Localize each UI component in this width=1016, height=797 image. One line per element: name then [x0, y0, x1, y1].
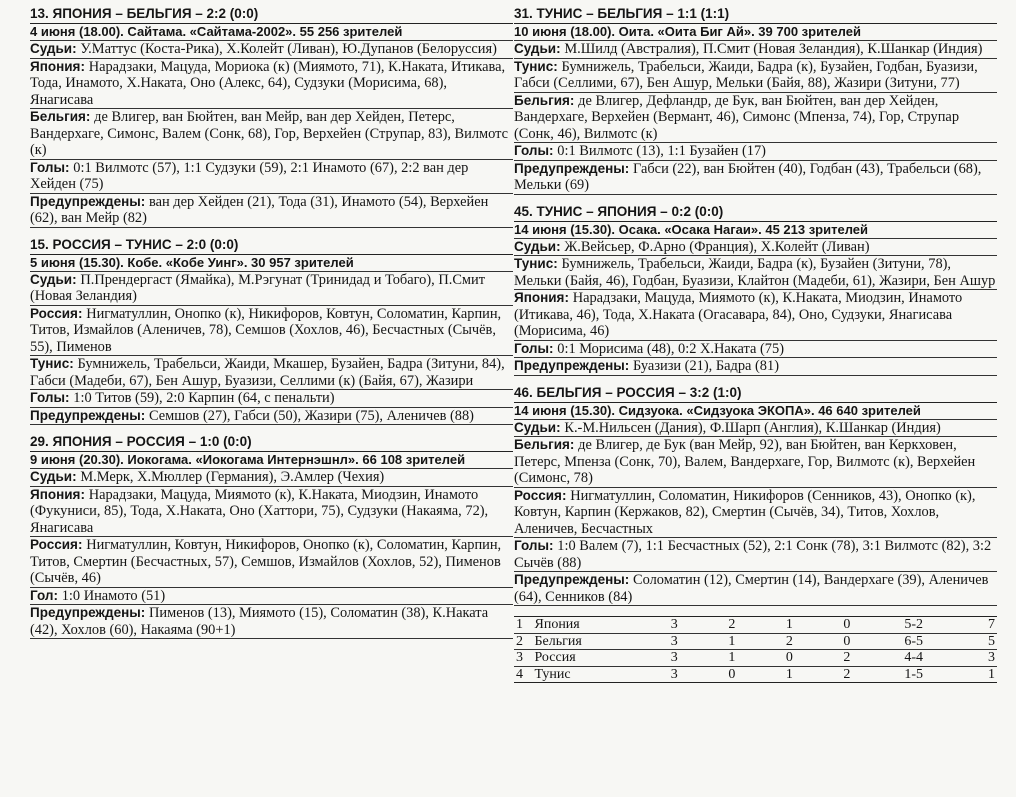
standings-goals-cell: 1-5 — [904, 666, 924, 682]
section-colon: : — [556, 238, 565, 254]
section-colon: : — [85, 109, 95, 124]
match-section — [514, 41, 997, 59]
section-text: 1:0 Титов (59), 2:0 Карпин (64, с пенальти) — [73, 390, 335, 406]
section-text: 1:0 Инамото (51) — [61, 587, 166, 604]
match-section — [30, 356, 513, 390]
section-text: Пименов (13), Миямото (15), Соломатин (38), К.Наката (42), Хохлов (60), Накаяма (90+1) — [30, 605, 489, 638]
standings-team-cell: Тунис — [534, 666, 571, 682]
section-label: Голы — [514, 143, 549, 158]
match-section — [514, 161, 997, 195]
standings-pos-cell: 1 — [514, 617, 532, 633]
section-text: де Влигер, де Бук (ван Мейр, 92), ван Бюйтен, ван Керкховен, Петерс, Мпенза (Сонк, 70), Валем, Вандерхаге, Гор, Вилмотс (к), Верхейен (Симонс, 78) — [514, 437, 976, 486]
right-column — [514, 6, 997, 683]
standings-team-cell: Россия — [532, 650, 645, 667]
section-label: Япония — [30, 58, 81, 74]
standings-d-cell: 1 — [785, 666, 793, 682]
match-section — [514, 256, 997, 290]
section-text: М.Шилд (Австралия), П.Смит (Новая Зеландия), К.Шанкар (Индия) — [564, 41, 983, 57]
standings-row — [514, 666, 997, 682]
section-colon: : — [549, 340, 558, 356]
match-info: 14 июня (15.30). Осака. «Осака Нагаи». 45 213 зрителей — [514, 222, 997, 239]
section-colon: : — [72, 271, 81, 287]
match-section — [514, 420, 997, 438]
match-title: 13. ЯПОНИЯ – БЕЛЬГИЯ – 2:2 (0:0) — [30, 6, 513, 24]
section-colon: : — [77, 305, 87, 321]
section-text: К.-М.Нильсен (Дания), Ф.Шарп (Англия), К.Шанкар (Индия) — [564, 419, 941, 436]
standings-row — [514, 633, 997, 650]
standings-w-cell: 2 — [703, 617, 761, 633]
group-standings-table — [514, 616, 997, 683]
section-label: Тунис — [514, 58, 554, 74]
match-section — [514, 437, 997, 488]
section-label: Япония — [514, 290, 565, 305]
match-section — [30, 272, 513, 306]
match-report — [514, 204, 997, 376]
section-colon: : — [569, 92, 579, 108]
standings-d-cell: 2 — [761, 633, 819, 650]
section-label: Тунис — [514, 256, 554, 271]
section-label: Бельгия — [30, 109, 86, 124]
match-title: 31. ТУНИС – БЕЛЬГИЯ – 1:1 (1:1) — [514, 6, 997, 24]
standings-pts-cell: 5 — [952, 633, 997, 650]
section-text: 0:1 Вилмотс (13), 1:1 Бузайен (17) — [557, 143, 766, 159]
section-label: Судьи — [514, 41, 557, 56]
section-text: Нарадзаки, Мацуда, Миямото (к), К.Наката, Миодзин, Инамото (Итикава, 46), Тода, Х.Наката (Огасавара, 84), Оно, Судзуки, Янагисава (Морисима, 46) — [514, 290, 963, 339]
standings-goals-cell: 5-2 — [876, 617, 952, 633]
left-column — [30, 6, 513, 648]
standings-w-cell: 0 — [728, 666, 736, 682]
section-label: Тунис — [30, 356, 70, 371]
section-text: Буазизи (21), Бадра (81) — [633, 358, 779, 374]
standings-row — [514, 617, 997, 633]
section-colon: : — [564, 290, 573, 305]
match-section — [514, 572, 997, 606]
section-label: Япония — [30, 486, 81, 502]
section-colon: : — [72, 469, 81, 484]
match-report — [514, 6, 997, 195]
standings-p-cell: 3 — [646, 617, 704, 633]
match-section — [514, 239, 997, 257]
section-text: Семшов (27), Габси (50), Жазири (75), Аленичев (88) — [149, 407, 474, 424]
match-report — [30, 237, 513, 426]
section-colon: : — [624, 160, 634, 176]
match-info: 9 июня (20.30). Иокогама. «Иокогама Интернэшнл». 66 108 зрителей — [30, 452, 513, 469]
section-label: Россия — [30, 305, 78, 321]
section-label: Предупреждены — [30, 605, 141, 620]
standings-l-cell: 0 — [818, 617, 876, 633]
section-colon: : — [140, 407, 150, 423]
section-text: Нигматуллин, Ковтун, Никифоров, Онопко (к), Соломатин, Карпин, Титов, Смертин (Бесчастных, 57), Семшов, Измайлов (Хохлов, 52), Пименов (Сычёв, 46) — [30, 537, 502, 586]
section-label: Бельгия — [514, 92, 570, 108]
match-section — [30, 59, 513, 110]
section-label: Россия — [30, 537, 78, 552]
section-label: Судьи — [30, 41, 73, 56]
match-section — [514, 358, 997, 376]
section-label: Голы — [514, 340, 549, 356]
section-colon: : — [561, 487, 571, 503]
section-label: Бельгия — [514, 437, 570, 452]
standings-pos-cell: 3 — [514, 650, 532, 667]
section-label: Предупреждены — [30, 407, 141, 423]
section-text: Бумнижель, Трабельси, Жаиди, Мкашер, Бузайен, Бадра (Зитуни, 84), Габси (Мадеби, 67), Бен Ашур, Буазизи, Селлими (к) (Байя, 67), Жазири — [30, 356, 505, 389]
section-colon: : — [553, 256, 562, 271]
section-text: ван дер Хейден (21), Тода (31), Инамото (54), Верхейен (62), ван Мейр (82) — [30, 193, 489, 226]
section-text: де Влигер, Дефландр, де Бук, ван Бюйтен, ван дер Хейден, Вандерхаге, Верхейен (Вермант, 46), Симонс (Мпенза, 74), Гор, Струпар (Сонк, 46), Вилмотс (к) — [514, 92, 960, 142]
section-colon: : — [80, 58, 89, 74]
section-text: 1:0 Валем (7), 1:1 Бесчастных (52), 2:1 Сонк (78), 3:1 Вилмотс (82), 3:2 Сычёв (88) — [514, 538, 992, 571]
section-colon: : — [624, 358, 634, 373]
section-colon: : — [65, 159, 74, 175]
match-section — [514, 488, 997, 539]
section-label: Судьи — [514, 238, 557, 254]
section-text: Бумнижель, Трабельси, Жаиди, Бадра (к), Бузайен (Зитуни, 78), Мельки (Байя, 46), Годбан, Буазизи, Клайтон (Мадеби, 61), Жазири, Бен Ашур — [514, 256, 996, 289]
section-colon: : — [549, 538, 558, 553]
section-colon: : — [77, 537, 87, 552]
standings-p-cell: 3 — [670, 666, 678, 682]
standings-l-cell: 2 — [818, 650, 876, 667]
standings-w-cell: 1 — [703, 633, 761, 650]
match-report — [514, 385, 997, 607]
section-colon: : — [556, 41, 565, 56]
standings-l-cell: 0 — [818, 633, 876, 650]
section-label: Россия — [514, 487, 562, 503]
section-colon: : — [80, 486, 89, 502]
section-label: Судьи — [514, 419, 557, 435]
standings-team-cell: Бельгия — [532, 633, 645, 650]
match-info: 10 июня (18.00). Оита. «Оита Биг Ай». 39 700 зрителей — [514, 24, 997, 41]
section-colon: : — [553, 58, 562, 74]
section-colon: : — [69, 356, 78, 371]
section-colon: : — [140, 605, 150, 620]
section-label: Голы — [514, 538, 549, 553]
standings-pos-cell: 4 — [516, 666, 523, 682]
standings-d-cell: 0 — [761, 650, 819, 667]
section-text: 0:1 Морисима (48), 0:2 Х.Наката (75) — [557, 340, 784, 357]
section-text: Соломатин (12), Смертин (14), Вандерхаге (39), Аленичев (64), Сенников (84) — [514, 572, 989, 605]
match-section — [30, 408, 513, 426]
section-label: Предупреждены — [514, 572, 625, 587]
section-label: Предупреждены — [514, 160, 625, 176]
match-section — [514, 59, 997, 93]
match-info: 14 июня (15.30). Сидзуока. «Сидзуока ЭКОПА». 46 640 зрителей — [514, 403, 997, 420]
standings-p-cell: 3 — [646, 650, 704, 667]
section-label: Судьи — [30, 271, 73, 287]
match-title: 29. ЯПОНИЯ – РОССИЯ – 1:0 (0:0) — [30, 434, 513, 452]
match-section — [514, 290, 997, 341]
standings-goals-cell: 6-5 — [876, 633, 952, 650]
match-section — [30, 469, 513, 487]
match-title: 46. БЕЛЬГИЯ – РОССИЯ – 3:2 (1:0) — [514, 385, 997, 403]
match-report — [30, 6, 513, 228]
section-text: Габси (22), ван Бюйтен (40), Годбан (43), Трабельси (68), Мельки (69) — [514, 160, 982, 193]
section-colon: : — [72, 41, 81, 56]
section-text: М.Мерк, Х.Мюллер (Германия), Э.Амлер (Чехия) — [80, 469, 385, 485]
section-text: де Влигер, ван Бюйтен, ван Мейр, ван дер Хейден, Петерс, Вандерхаге, Симонс, Валем (Сонк, 68), Гор, Верхейен (Струпар, 83), Вилмотс (к) — [30, 109, 509, 158]
standings-pts-cell: 7 — [952, 617, 997, 633]
section-label: Голы — [30, 159, 65, 175]
section-colon: : — [556, 419, 565, 435]
standings-l-cell: 2 — [843, 666, 851, 682]
standings-team-cell: Япония — [532, 617, 645, 633]
section-colon: : — [549, 143, 558, 158]
standings-goals-cell: 4-4 — [876, 650, 952, 667]
match-section — [30, 537, 513, 588]
section-text: Нигматуллин, Соломатин, Никифоров (Сенников, 43), Онопко (к), Ковтун, Карпин (Кержаков, 82), Смертин (Сычёв, 34), Титов, Хохлов, Аленичев, Бесчастных — [514, 487, 976, 537]
section-label: Гол — [30, 587, 54, 603]
standings-body — [514, 617, 997, 682]
match-section — [30, 487, 513, 538]
section-text: 0:1 Вилмотс (57), 1:1 Судзуки (59), 2:1 Инамото (67), 2:2 ван дер Хейден (75) — [30, 159, 469, 192]
match-section — [514, 538, 997, 572]
match-report — [30, 434, 513, 639]
standings-row — [514, 650, 997, 667]
match-title: 45. ТУНИС – ЯПОНИЯ – 0:2 (0:0) — [514, 204, 997, 222]
match-section — [30, 160, 513, 194]
standings-d-cell: 1 — [761, 617, 819, 633]
match-section — [514, 93, 997, 144]
match-info: 5 июня (15.30). Кобе. «Кобе Уинг». 30 957 зрителей — [30, 255, 513, 272]
match-section — [514, 341, 997, 359]
section-label: Предупреждены — [514, 358, 625, 373]
section-label: Голы — [30, 390, 65, 405]
section-text: П.Прендергаст (Ямайка), М.Рэгунат (Тринидад и Тобаго), П.Смит (Новая Зеландия) — [30, 271, 486, 304]
section-text: У.Маттус (Коста-Рика), Х.Колейт (Ливан), Ю.Дупанов (Белоруссия) — [80, 41, 497, 57]
match-section — [30, 41, 513, 59]
section-colon: : — [624, 572, 634, 587]
match-section — [514, 143, 997, 161]
section-colon: : — [53, 587, 62, 603]
match-section — [30, 390, 513, 408]
section-colon: : — [65, 390, 74, 405]
section-colon: : — [569, 437, 579, 452]
match-section — [30, 109, 513, 160]
section-text: Нарадзаки, Мацуда, Миямото (к), К.Наката, Миодзин, Инамото (Фукуниси, 85), Тода, Х.Наката, Оно (Хаттори, 75), Судзуки (Накаяма, 72), Янагисава — [30, 486, 489, 536]
match-section — [30, 588, 513, 606]
section-label: Судьи — [30, 469, 73, 484]
standings-p-cell: 3 — [646, 633, 704, 650]
standings-pts-cell: 1 — [988, 666, 995, 682]
section-text: Ж.Вейсьер, Ф.Арно (Франция), Х.Колейт (Ливан) — [564, 238, 870, 255]
section-text: Бумнижель, Трабельси, Жаиди, Бадра (к), Бузайен, Годбан, Буазизи, Габси (Селлими, 67), Бен Ашур, Мельки (Байя, 88), Жазири (Зитуни, 77) — [514, 58, 978, 91]
section-label: Предупреждены — [30, 193, 141, 209]
match-info: 4 июня (18.00). Сайтама. «Сайтама-2002». 55 256 зрителей — [30, 24, 513, 41]
match-section — [30, 306, 513, 357]
match-title: 15. РОССИЯ – ТУНИС – 2:0 (0:0) — [30, 237, 513, 255]
section-colon: : — [140, 193, 150, 209]
standings-w-cell: 1 — [703, 650, 761, 667]
match-section — [30, 194, 513, 228]
section-text: Нарадзаки, Мацуда, Мориока (к) (Миямото, 71), К.Наката, Итикава, Тода, Инамото, Х.Наката, Оно (Алекс, 64), Судзуки (Морисима, 68), Янагисава — [30, 58, 506, 108]
standings-pos-cell: 2 — [514, 633, 532, 650]
standings-pts-cell: 3 — [952, 650, 997, 667]
match-section — [30, 605, 513, 639]
section-text: Нигматуллин, Онопко (к), Никифоров, Ковтун, Соломатин, Карпин, Титов, Измайлов (Аленичев, 78), Семшов (Хохлов, 46), Бесчастных (Сычёв, 55), Пименов — [30, 305, 502, 355]
